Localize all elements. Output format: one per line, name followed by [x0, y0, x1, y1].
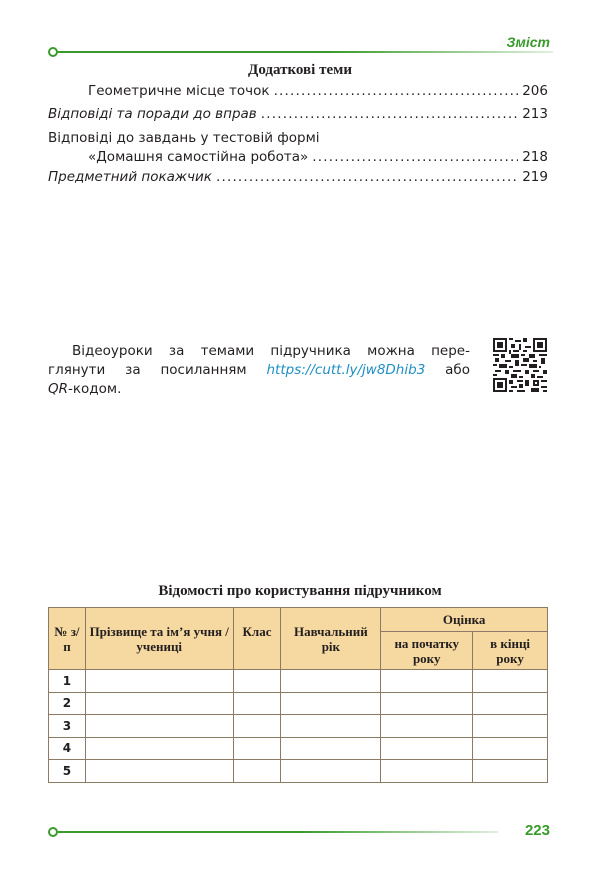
table-row: 5	[49, 760, 548, 783]
table-row: 4	[49, 737, 548, 760]
toc-entry-line1[interactable]: Відповіді до завдань у тестовій формі	[48, 130, 320, 146]
toc-entry[interactable]: Предметний покажчик ..... 219	[48, 169, 548, 189]
table-row: 1	[49, 670, 548, 693]
header-rule	[48, 47, 553, 57]
col-header-grade-start: на початку року	[381, 632, 473, 670]
page-number: 223	[524, 822, 550, 839]
video-link[interactable]: https://cutt.ly/jw8Dhib3	[266, 362, 426, 378]
toc-entry[interactable]: Геометричне місце точок ..... 206	[48, 83, 548, 103]
table-row: 2	[49, 692, 548, 715]
col-header-grade: Оцінка	[381, 608, 548, 632]
col-header-grade-end: в кінці року	[473, 632, 548, 670]
col-header-name: Прізвище та ім’я учня / учениці	[85, 608, 233, 670]
table-row: 3	[49, 715, 548, 738]
usage-table	[48, 607, 548, 783]
toc-title: Додаткові теми	[248, 62, 352, 78]
col-header-class: Клас	[233, 608, 281, 670]
table-title: Відомості про користування підручником	[158, 583, 442, 599]
video-lessons-note: Відеоуроки за темами підручника можна пере- глянути за посиланням https://cutt.ly/jw8Dhib3 або QR-кодом.	[48, 343, 471, 397]
toc-entry[interactable]: «Домашня самостійна робота» ..... 218	[48, 149, 548, 169]
col-header-year: Навчальний рік	[281, 608, 381, 670]
toc-entry[interactable]: Відповіді та поради до вправ ..... 213	[48, 106, 548, 126]
qr-code-icon[interactable]	[493, 338, 547, 392]
col-header-number: № з/п	[49, 608, 86, 670]
footer-rule	[48, 827, 498, 837]
section-label: Зміст	[506, 34, 550, 50]
